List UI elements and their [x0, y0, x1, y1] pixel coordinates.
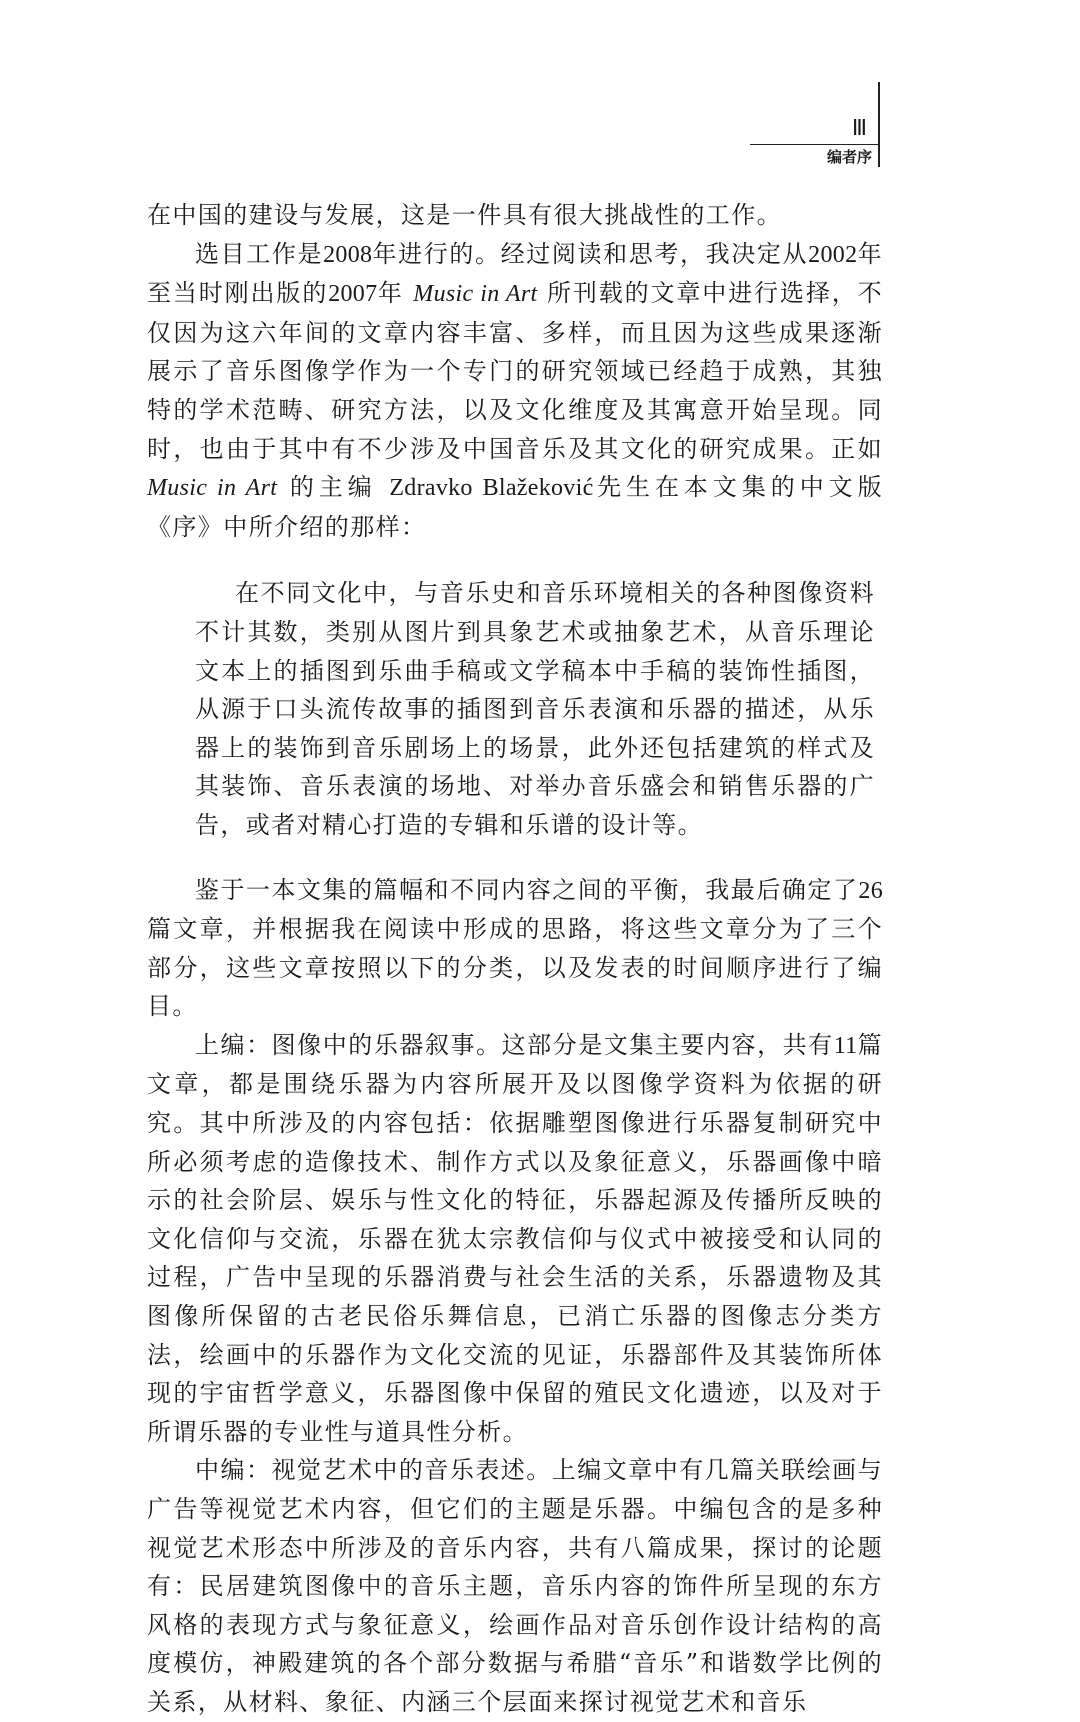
quote-text: 在不同文化中，与音乐史和音乐环境相关的各种图像资料不计其数，类别从图片到具象艺术或抽象艺术，从音乐理论文本上的插图到乐曲手稿或文学稿本中手稿的装饰性插图，从源于口头流传故事的插图到音乐表演和乐器的描述，从乐器上的装饰到音乐剧场上的场景，此外还包括建筑的样式及其装饰、音乐表演的场地、对举办音乐盛会和销售乐器的广告，或者对精心打造的专辑和乐谱的设计等。 — [195, 579, 875, 839]
paragraph-part-two: 中编：视觉艺术中的音乐表述。上编文章中有几篇关联绘画与广告等视觉艺术内容，但它们的主题是乐器。中编包含的是多种视觉艺术形态中所涉及的音乐内容，共有八篇成果，探讨的论题有：民居建筑图像中的音乐主题，音乐内容的饰件所呈现的东方风格的表现方式与象征意义，绘画作品对音乐创作设计结构的高度模仿，神殿建筑的各个部分数据与希腊“音乐”和谐数学比例的关系，从材料、象征、内涵三个层面来探讨视觉艺术和音乐 — [147, 1456, 883, 1716]
editor-name: Zdravko Blažeković — [389, 475, 594, 502]
section-title: 编者序 — [826, 148, 872, 166]
paragraph-selection — [147, 235, 883, 547]
article-count: 26 — [858, 877, 883, 904]
paragraph-balance — [147, 871, 883, 1026]
text-run: 年至当时刚出版的 — [147, 239, 883, 308]
paragraph-part-one — [147, 1026, 883, 1452]
text-run: 上编：图像中的乐器叙事。这部分是文集主要内容，共有 — [195, 1030, 834, 1059]
page-number: Ⅲ — [851, 115, 868, 140]
block-quote — [147, 574, 883, 844]
article-count: 11 — [833, 1032, 858, 1059]
journal-title: Music in Art — [413, 281, 538, 308]
year: 2002 — [808, 241, 858, 268]
text-run: 所刊载的文章中进行选择，不仅因为这六年间的文章内容丰富、多样，而且因为这些成果逐渐展示了音乐图像学作为一个专门的研究领域已经趋于成熟，其独特的学术范畴、研究方法，以及文化维度及其寓意开始呈现。同时，也由于其中有不少涉及中国音乐及其文化的研究成果。正如 — [147, 279, 883, 463]
text-run: 年进行的。经过阅读和思考，我决定从 — [372, 239, 809, 268]
paragraph-continued: 在中国的建设与发展，这是一件具有很大挑战性的工作。 — [147, 201, 782, 229]
year: 2007 — [328, 281, 378, 308]
header-horizontal-rule — [750, 144, 880, 145]
text-run: 先生在本文集的中文版《序》中所介绍的那样： — [147, 473, 884, 541]
text-run: 年 — [377, 279, 404, 308]
text-run: 篇文章，都是围绕乐器为内容所展开及以图像学资料为依据的研究。其中所涉及的内容包括：依据雕塑图像进行乐器复制研究中所必须考虑的造像技术、制作方式以及象征意义，乐器画像中暗示的社会阶层、娱乐与性文化的特征，乐器起源及传播所反映的文化信仰与交流，乐器在犹太宗教信仰与仪式中被接受和认同的过程，广告中呈现的乐器消费与社会生活的关系，乐器遗物及其图像所保留的古老民俗乐舞信息，已消亡乐器的图像志分类方法，绘画中的乐器作为文化交流的见证，乐器部件及其装饰所体现的宇宙哲学意义，乐器图像中保留的殖民文化遗迹，以及对于所谓乐器的专业性与道具性分析。 — [147, 1030, 884, 1446]
running-header — [750, 82, 880, 172]
text-run: 选目工作是 — [195, 239, 324, 268]
text-run: 篇文章，并根据我在阅读中形成的思路，将这些文章分为了三个部分，这些文章按照以下的分类，以及发表的时间顺序进行了编目。 — [147, 915, 883, 1021]
text-run: 的主编 — [289, 473, 377, 502]
header-vertical-rule — [878, 82, 880, 167]
text-run: 鉴于一本文集的篇幅和不同内容之间的平衡，我最后确定了 — [195, 875, 859, 904]
year: 2008 — [323, 241, 373, 268]
page-body — [147, 196, 883, 1722]
journal-title: Music in Art — [147, 475, 278, 502]
